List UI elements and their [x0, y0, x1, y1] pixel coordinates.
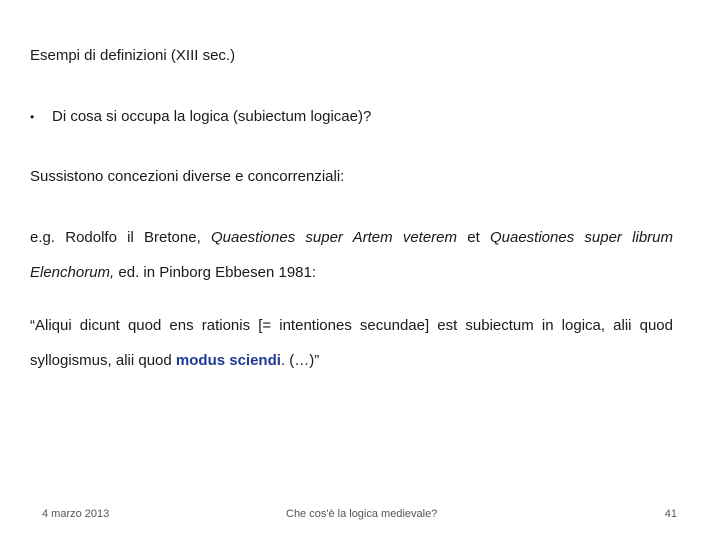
- quote-highlight: modus sciendi: [175, 352, 281, 369]
- quote-part-2: . (…)”: [280, 352, 320, 369]
- example-paragraph: [30, 220, 673, 290]
- quote-part-1: “Aliqui dicunt quod ens rationis [= intentiones secundae] est subiectum in logica, alii quod syllogismus, alii quod: [30, 317, 673, 369]
- example-suffix: ed. in Pinborg Ebbesen 1981:: [114, 264, 317, 281]
- example-prefix: e.g. Rodolfo il Bretone,: [30, 229, 211, 246]
- bullet-text: Di cosa si occupa la logica (subiectum logicae)?: [52, 108, 372, 125]
- work-title-1: Quaestiones super Artem veterem: [210, 229, 458, 246]
- example-connector: et: [457, 229, 490, 246]
- slide-title: Esempi di definizioni (XIII sec.): [30, 47, 236, 64]
- work-title-2: Quaestiones super librum Elenchorum,: [30, 229, 673, 281]
- bullet-marker: •: [30, 110, 35, 124]
- footer-date: 4 marzo 2013: [42, 508, 110, 520]
- intro-text: Sussistono concezioni diverse e concorrenziali:: [30, 168, 345, 185]
- page-number: 41: [664, 508, 677, 520]
- quote-paragraph: [30, 308, 673, 378]
- bullet-item: [30, 107, 371, 127]
- footer-title: Che cos'è la logica medievale?: [286, 508, 438, 520]
